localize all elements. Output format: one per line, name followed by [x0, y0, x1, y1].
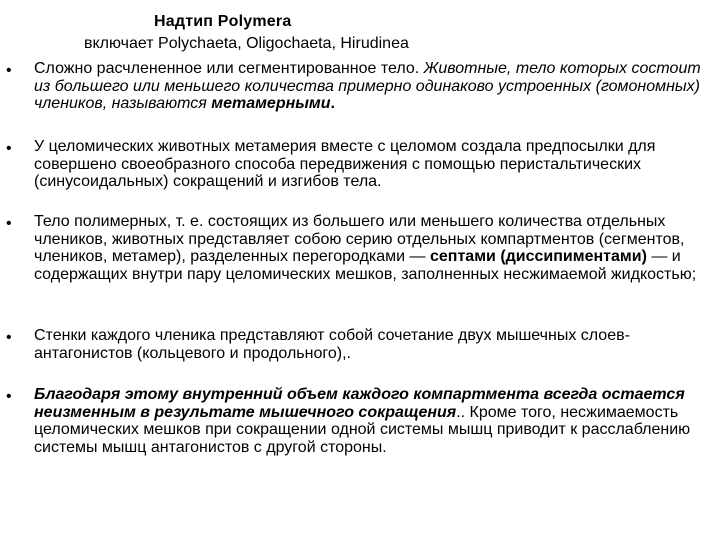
item-text: Стенки каждого членика представляют собой сочетание двух мышечных слоев-антагонистов (кольцевого и продольного),. [34, 327, 630, 362]
bullet-icon: • [6, 215, 12, 232]
item-text-bold-italic: Благодаря этому внутренний объем каждого компартмента всегда остается неизменным в результате мышечного сокращения [34, 386, 685, 421]
item-text-bold: . [330, 95, 335, 113]
item-text-plain: .. Кроме того, несжимаемость целомических мешков при сокращении одной системы мышц приводит к расслаблению системы мышц антагонистов с другой стороны. [34, 403, 691, 456]
slide-title: Надтип Polymera [154, 13, 292, 30]
item-text [34, 60, 706, 113]
bullet-icon: • [6, 388, 12, 405]
bullet-icon: • [6, 329, 12, 346]
item-text [34, 386, 706, 456]
item-text-plain: Сложно расчлененное или сегментированное тело. [34, 60, 424, 77]
item-text: У целомических животных метамерия вместе с целомом создала предпосылки для совершено своеобразного способа передвижения с помощью перистальтических (синусоидальных) сокращений и изгибов тела. [34, 138, 656, 191]
slide-subtitle: включает Polychaeta, Oligochaeta, Hirudinea [84, 35, 409, 52]
bullet-icon: • [6, 62, 12, 79]
item-text-plain-end: — и содержащих внутри пару целомических мешков, заполненных несжимаемой жидкостью; [34, 248, 697, 283]
item-text [34, 213, 706, 283]
bullet-icon: • [6, 140, 12, 157]
item-text-bold-italic: метамерными [211, 95, 331, 113]
item-text-bold: септами (диссипиментами) [430, 248, 647, 266]
item-text-plain: Тело полимерных, т. е. состоящих из большего или меньшего количества отдельных члеников, животных представляет собою серию отдельных компартментов (сегментов, члеников, метамер), разделенных перегородками — [34, 213, 685, 266]
item-text-italic: Животные, тело которых состоит из большего или меньшего количества примерно одинаково устроенных (гомономных) члеников, называются [34, 60, 701, 113]
